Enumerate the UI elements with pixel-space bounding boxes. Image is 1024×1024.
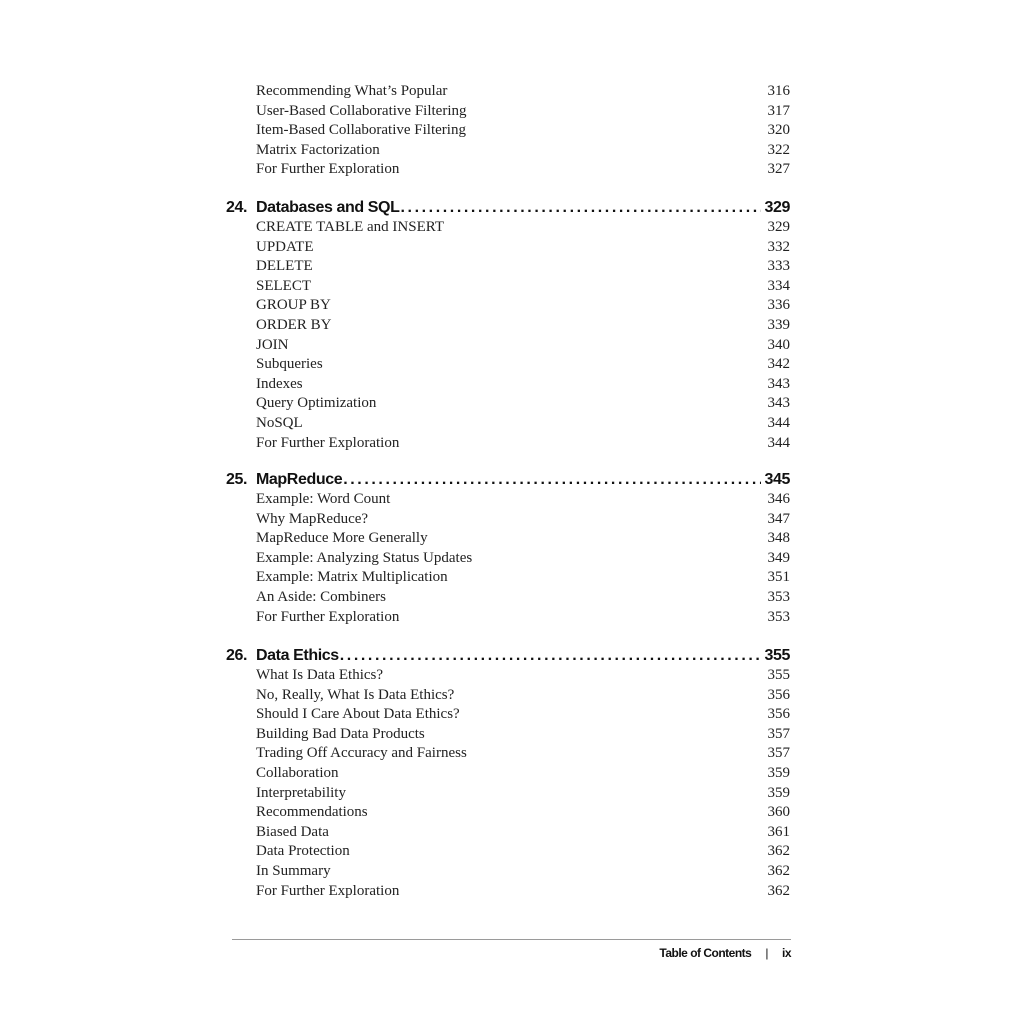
toc-entry-page: 317	[767, 102, 790, 119]
toc-entry	[256, 529, 790, 549]
chapter-heading	[226, 469, 790, 491]
chapter-heading	[226, 645, 790, 667]
toc-entry	[256, 842, 790, 862]
toc-entry	[256, 568, 790, 588]
toc-entry-page: 344	[767, 434, 790, 451]
toc-entry-page: 340	[767, 336, 790, 353]
chapter-number: 24.	[226, 199, 248, 216]
toc-entry-page: 361	[767, 823, 790, 840]
toc-entry-page: 362	[767, 863, 790, 879]
toc-entry-page: 353	[767, 608, 790, 625]
chapter-page: 329	[764, 199, 790, 216]
toc-entry-title: Biased Data	[256, 823, 329, 840]
toc-entry-page: 356	[767, 686, 790, 703]
toc-entry-title: User-Based Collaborative Filtering	[256, 102, 467, 119]
toc-entry	[256, 490, 790, 510]
toc-entry-title: For Further Exploration	[256, 608, 400, 625]
toc-entry-page: 346	[767, 491, 790, 507]
toc-entry-title: For Further Exploration	[256, 882, 400, 899]
toc-entry-page: 362	[767, 843, 790, 860]
toc-entry-page: 359	[767, 784, 790, 801]
toc-entry-title: Example: Analyzing Status Updates	[256, 549, 473, 566]
toc-entry	[256, 549, 790, 569]
toc-entry-page: 362	[767, 882, 790, 899]
toc-entry-title: Indexes	[256, 375, 303, 392]
chapter-page: 345	[764, 471, 790, 488]
chapter-number: 25.	[226, 471, 248, 488]
toc-entry	[256, 608, 790, 628]
toc-entry	[256, 803, 790, 823]
toc-entry	[256, 725, 790, 745]
toc-entry	[256, 394, 790, 414]
toc-entry	[256, 160, 790, 180]
footer-separator: |	[765, 946, 768, 960]
dot-leader	[340, 645, 761, 667]
toc-entry	[256, 666, 790, 686]
toc-entry-title: JOIN	[256, 336, 289, 353]
toc-entry	[256, 121, 790, 141]
toc-entry-title: Matrix Factorization	[256, 141, 380, 158]
toc-entry-title: GROUP BY	[256, 297, 331, 314]
toc-entry-page: 342	[767, 356, 790, 373]
toc-entry	[256, 686, 790, 706]
toc-entry	[256, 102, 790, 122]
toc-entry-title: CREATE TABLE and INSERT	[256, 219, 445, 235]
toc-entry-title: DELETE	[256, 258, 313, 275]
toc-entry-page: 336	[767, 297, 790, 314]
toc-entry-title: MapReduce More Generally	[256, 530, 428, 547]
toc-entry-title: Data Protection	[256, 843, 350, 860]
toc-entry-title: Example: Word Count	[256, 491, 391, 507]
toc-entry-page: 353	[767, 589, 790, 605]
toc-entry	[256, 510, 790, 530]
toc-entry-page: 347	[767, 510, 790, 527]
toc-entry-title: UPDATE	[256, 238, 314, 255]
toc-entry	[256, 336, 790, 356]
page-footer	[560, 944, 791, 962]
chapter-page: 355	[764, 647, 790, 664]
toc-entry-page: 344	[767, 415, 790, 431]
toc-entry-page: 320	[767, 122, 790, 139]
toc-entry-title: An Aside: Combiners	[256, 589, 386, 605]
toc-entry-title: Recommendations	[256, 804, 368, 821]
toc-entry-page: 339	[767, 317, 790, 333]
toc-entry-page: 349	[767, 549, 790, 566]
toc-entry	[256, 257, 790, 277]
toc-entry	[256, 784, 790, 804]
toc-entry-page: 357	[767, 725, 790, 742]
toc-entry-title: For Further Exploration	[256, 161, 400, 178]
footer-rule	[232, 939, 791, 940]
toc-entry	[256, 823, 790, 843]
toc-entry-page: 343	[767, 395, 790, 412]
toc-entry-page: 359	[767, 765, 790, 781]
toc-entry-title: Why MapReduce?	[256, 510, 369, 527]
toc-entry-page: 351	[767, 569, 790, 586]
toc-entry-page: 343	[767, 375, 790, 392]
dot-leader	[400, 197, 760, 219]
toc-entry-page: 348	[767, 530, 790, 547]
toc-entry-title: Trading Off Accuracy and Fairness	[256, 745, 467, 762]
toc-entry-title: Recommending What’s Popular	[256, 83, 448, 99]
toc-entry-page: 357	[767, 745, 790, 762]
chapter-heading	[226, 197, 790, 219]
chapter-title: MapReduce	[256, 471, 343, 488]
toc-entry	[256, 277, 790, 297]
toc-entry-title: For Further Exploration	[256, 434, 400, 451]
toc-entry	[256, 882, 790, 902]
toc-entry	[256, 355, 790, 375]
toc-entry-page: 355	[767, 667, 790, 683]
toc-entry-page: 327	[767, 161, 790, 178]
toc-entry-page: 360	[767, 804, 790, 821]
toc-entry	[256, 434, 790, 454]
toc-entry-title: What Is Data Ethics?	[256, 667, 384, 683]
toc-entry-title: Query Optimization	[256, 395, 377, 412]
toc-entry-title: In Summary	[256, 863, 331, 879]
toc-entry	[256, 705, 790, 725]
toc-entry-title: No, Really, What Is Data Ethics?	[256, 686, 455, 703]
toc-entry	[256, 588, 790, 608]
toc-entry-page: 332	[767, 238, 790, 255]
toc-entry-title: Collaboration	[256, 765, 339, 781]
chapter-number: 26.	[226, 647, 248, 664]
toc-entry-page: 356	[767, 706, 790, 723]
toc-entry-title: Building Bad Data Products	[256, 725, 425, 742]
toc-entry-title: ORDER BY	[256, 317, 332, 333]
toc-entry-page: 322	[767, 141, 790, 158]
toc-entry-page: 333	[767, 258, 790, 275]
toc-entry	[256, 238, 790, 258]
toc-entry-title: Should I Care About Data Ethics?	[256, 706, 460, 723]
toc-entry	[256, 141, 790, 161]
chapter-title: Data Ethics	[256, 647, 339, 664]
toc-entry-title: Subqueries	[256, 356, 323, 373]
toc-entry	[256, 296, 790, 316]
toc-entry	[256, 218, 790, 238]
footer-label: Table of Contents	[659, 946, 752, 960]
dot-leader	[343, 469, 760, 491]
toc-entry	[256, 862, 790, 882]
toc-entry-page: 334	[767, 277, 790, 294]
toc-entry-title: Example: Matrix Multiplication	[256, 569, 448, 586]
toc-entry	[256, 744, 790, 764]
footer-page-number: ix	[781, 946, 791, 960]
toc-entry	[256, 414, 790, 434]
chapter-title: Databases and SQL	[256, 199, 400, 216]
toc-entry	[256, 82, 790, 102]
toc-entry-page: 329	[767, 219, 790, 235]
toc-entry-title: NoSQL	[256, 415, 303, 431]
toc-entry-title: Interpretability	[256, 784, 346, 801]
toc-entry-page: 316	[767, 83, 790, 99]
toc-entry	[256, 764, 790, 784]
toc-entry	[256, 375, 790, 395]
toc-entry-title: Item-Based Collaborative Filtering	[256, 122, 466, 139]
toc-entry	[256, 316, 790, 336]
toc-entry-title: SELECT	[256, 277, 311, 294]
